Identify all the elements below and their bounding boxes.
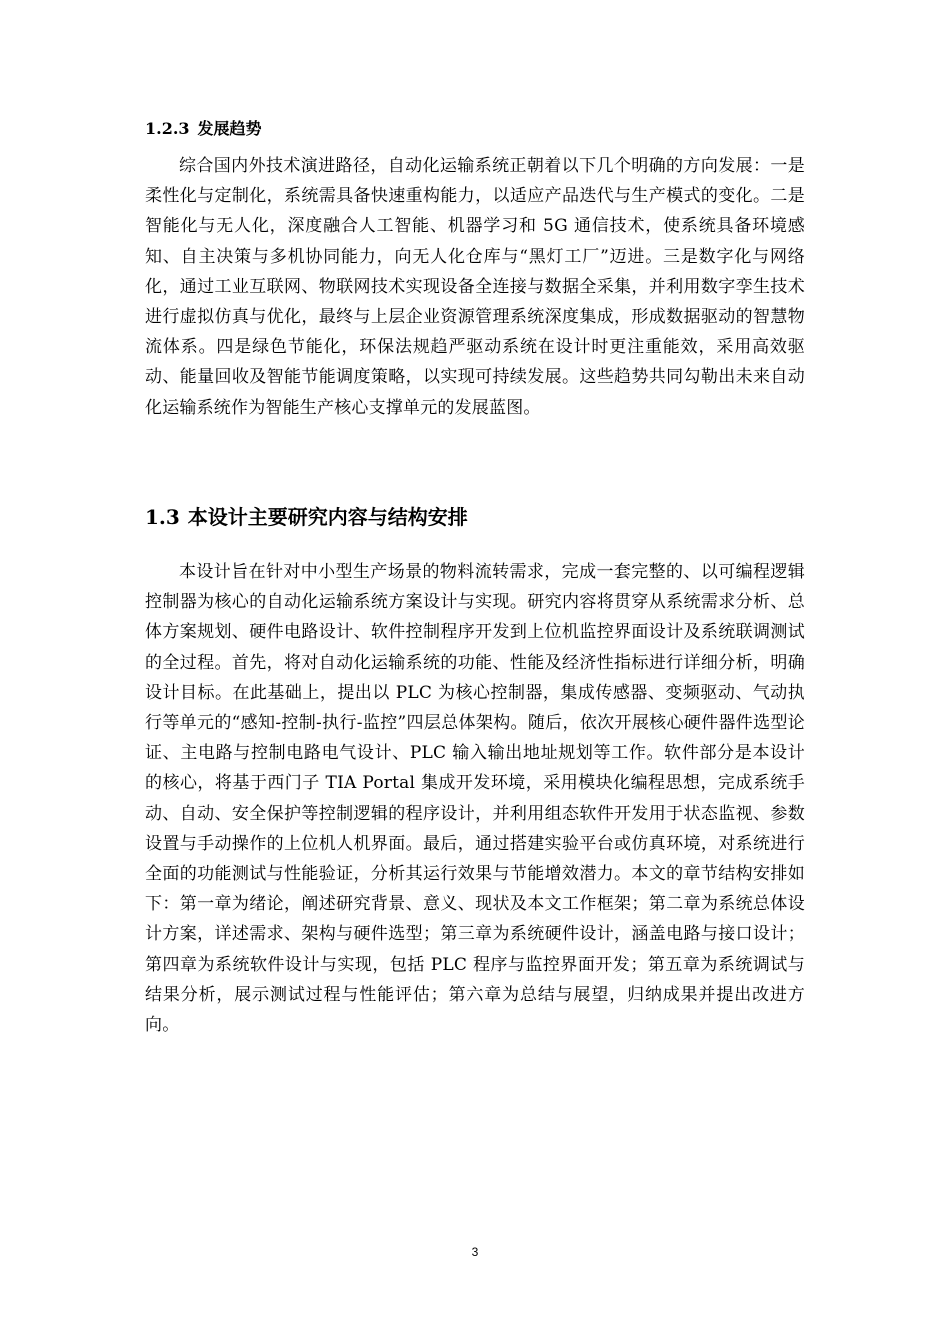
subsection-heading [145,118,262,140]
section-paragraph: 本设计旨在针对中小型生产场景的物料流转需求，完成一套完整的、以可编程逻辑控制器为核心的自动化运输系统方案设计与实现。研究内容将贯穿从系统需求分析、总体方案规划、硬件电路设计、软件控制程序开发到上位机监控界面设计及系统联调测试的全过程。首先，将对自动化运输系统的功能、性能及经济性指标进行详细分析，明确设计目标。在此基础上，提出以 PLC 为核心控制器，集成传感器、变频驱动、气动执行等单元的“感知-控制-执行-监控”四层总体架构。随后，依次开展核心硬件器件选型论证、主电路与控制电路电气设计、PLC 输入输出地址规划等工作。软件部分是本设计的核心，将基于西门子 TIA Portal 集成开发环境，采用模块化编程思想，完成系统手动、自动、安全保护等控制逻辑的程序设计，并利用组态软件开发用于状态监视、参数设置与手动操作的上位机人机界面。最后，通过搭建实验平台或仿真环境，对系统进行全面的功能测试与性能验证，分析其运行效果与节能增效潜力。本文的章节结构安排如下：第一章为绪论，阐述研究背景、意义、现状及本文工作框架；第二章为系统总体设计方案，详述需求、架构与硬件选型；第三章为系统硬件设计，涵盖电路与接口设计；第四章为系统软件设计与实现，包括 PLC 程序与监控界面开发；第五章为系统调试与结果分析，展示测试过程与性能评估；第六章为总结与展望，归纳成果并提出改进方向。 [145,562,805,1036]
section-heading [145,504,468,530]
subsection-number: 1.2.3 [145,119,190,138]
section-title: 本设计主要研究内容与结构安排 [187,505,468,529]
subsection-title: 发展趋势 [197,119,262,138]
subsection-paragraph: 综合国内外技术演进路径，自动化运输系统正朝着以下几个明确的方向发展：一是柔性化与定制化，系统需具备快速重构能力，以适应产品迭代与生产模式的变化。二是智能化与无人化，深度融合人工智能、机器学习和 5G 通信技术，使系统具备环境感知、自主决策与多机协同能力，向无人化仓库与“黑灯工厂”迈进。三是数字化与网络化，通过工业互联网、物联网技术实现设备全连接与数据全采集，并利用数字孪生技术进行虚拟仿真与优化，最终与上层企业资源管理系统深度集成，形成数据驱动的智慧物流体系。四是绿色节能化，环保法规趋严驱动系统在设计时更注重能效，采用高效驱动、能量回收及智能节能调度策略，以实现可持续发展。这些趋势共同勾勒出未来自动化运输系统作为智能生产核心支撑单元的发展蓝图。 [145,156,805,418]
section-number: 1.3 [145,505,180,529]
page-number: 3 [471,1245,479,1259]
